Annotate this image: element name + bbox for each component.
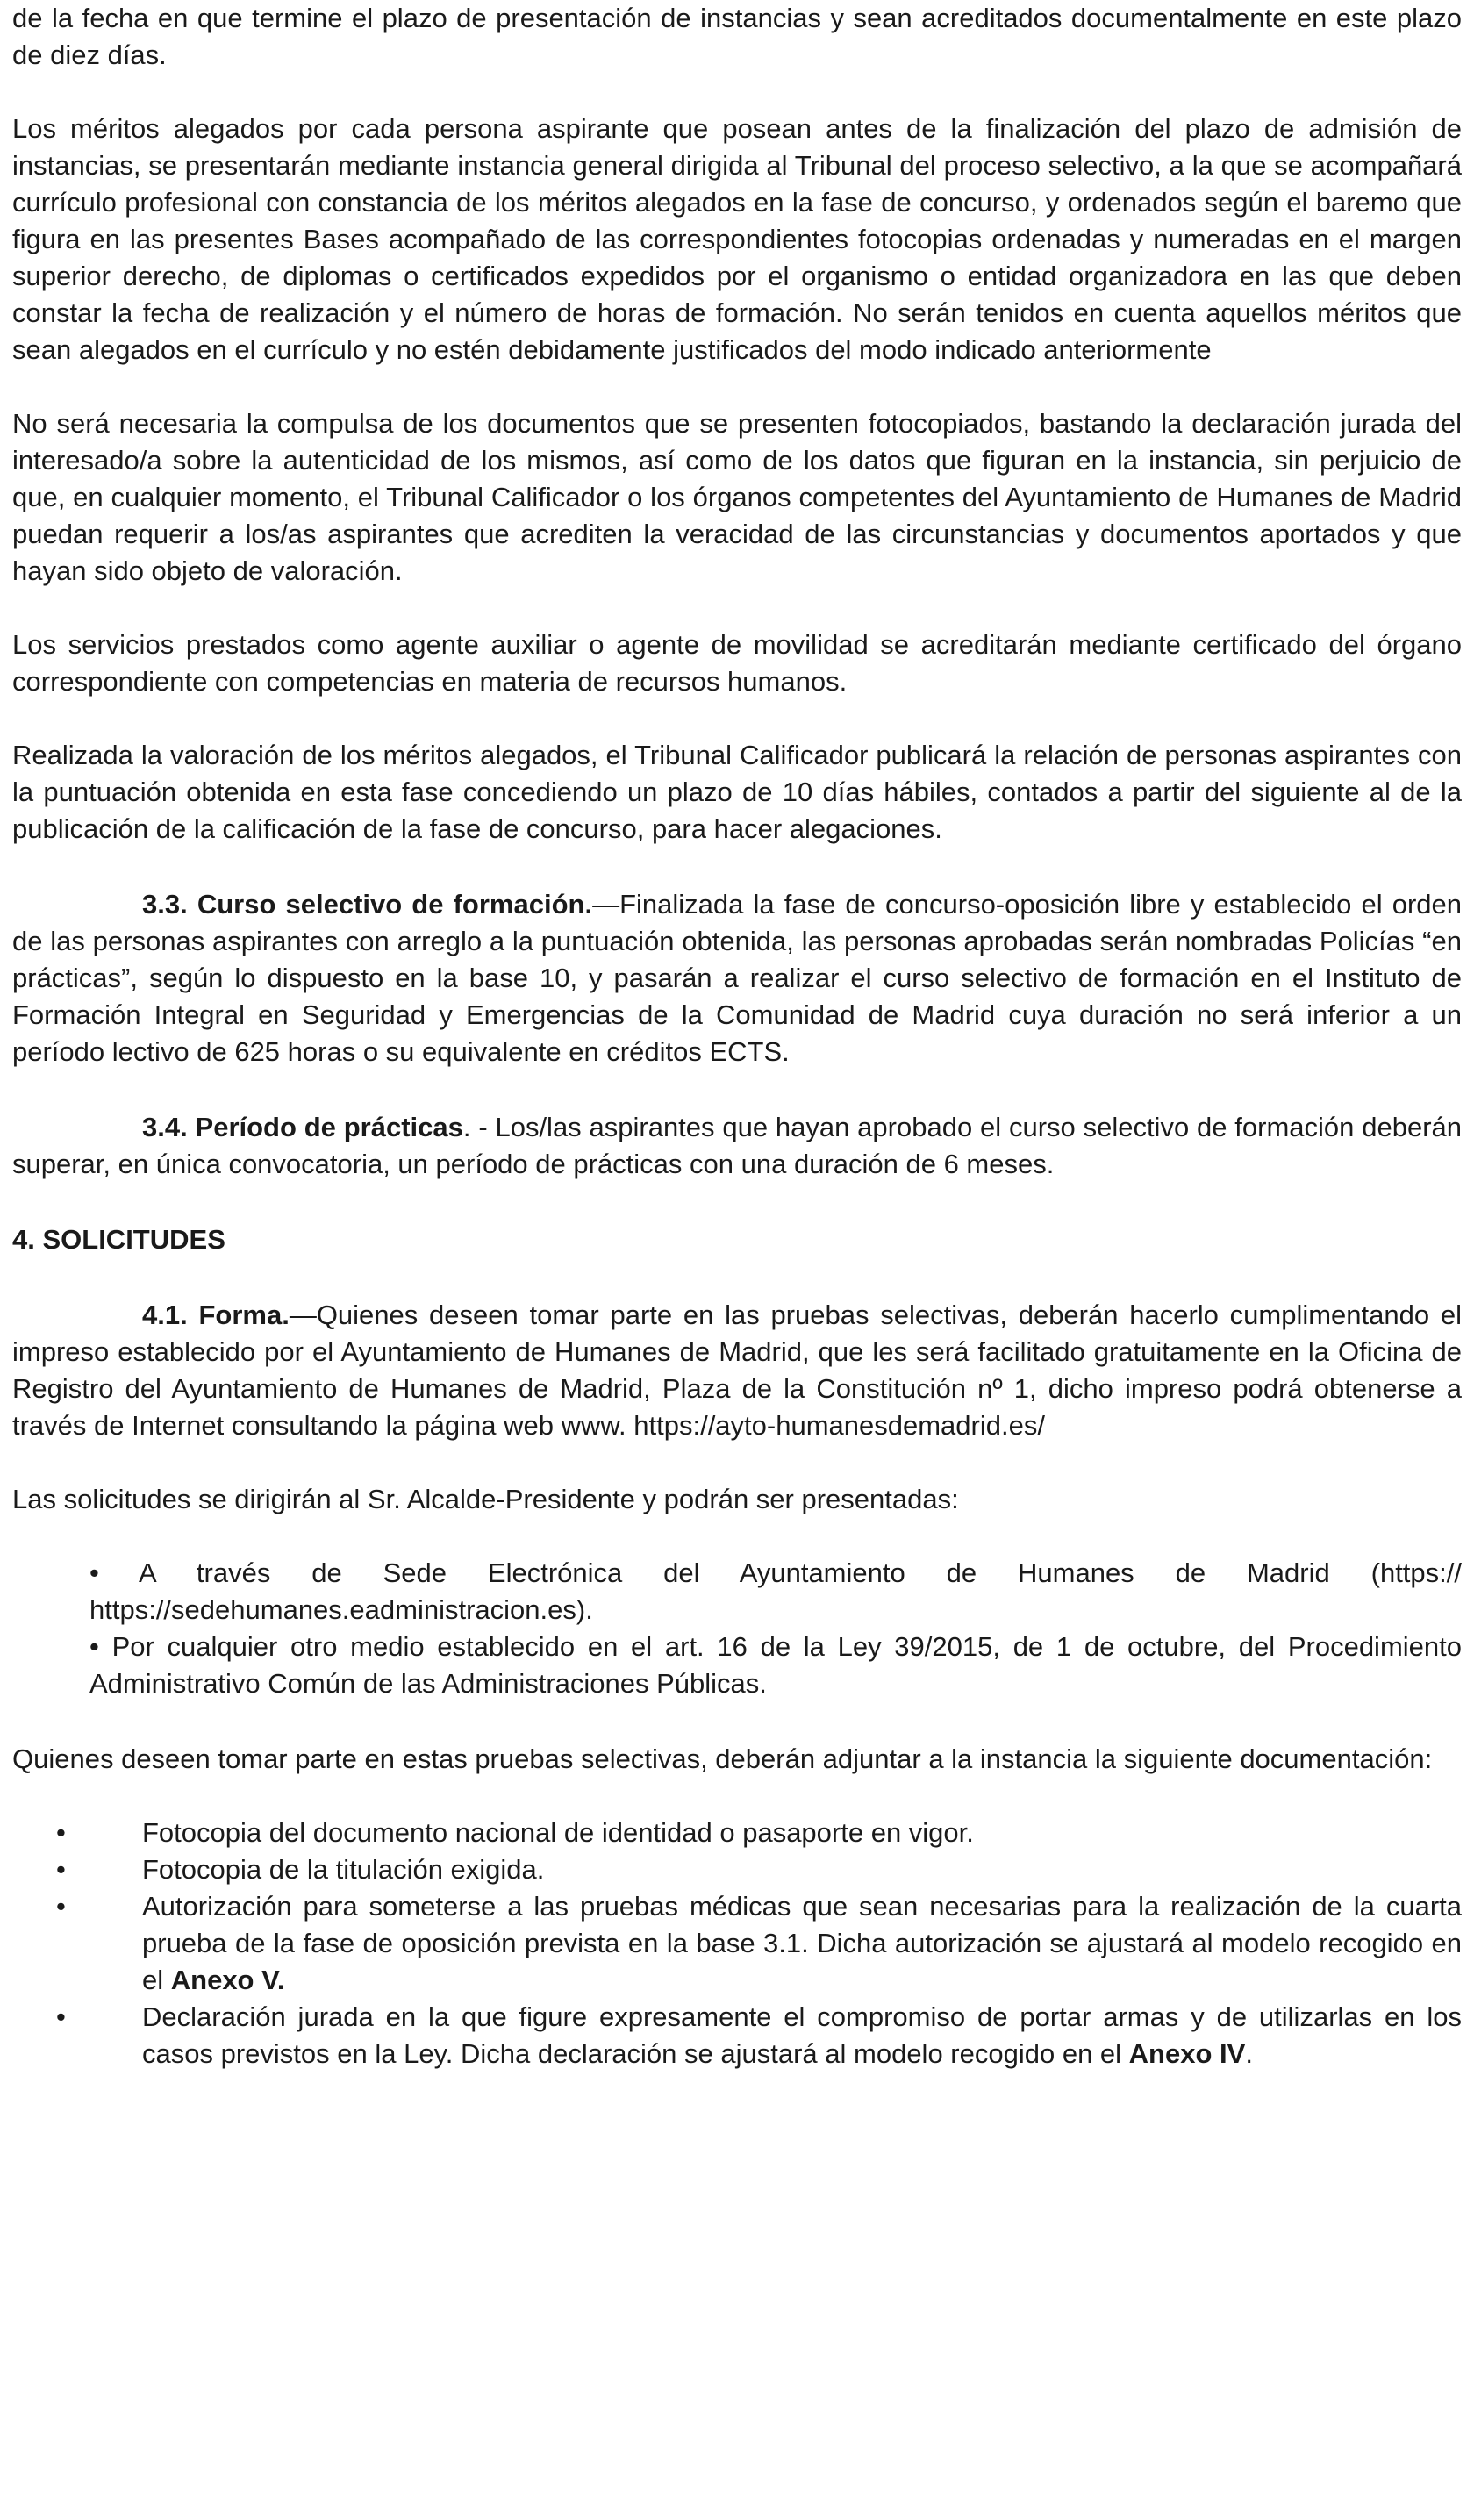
section-3-4 bbox=[12, 1109, 1462, 1183]
section-4-1-title: 4.1. Forma. bbox=[142, 1299, 290, 1330]
paragraph-valuation: Realizada la valoración de los méritos alegados, el Tribunal Calificador publicará la relación de personas aspirantes con la puntuación obtenida en esta fase concediendo un plazo de 10 días hábiles, contados a partir del siguiente al de la publicación de la calificación de la fase de concurso, para hacer alegaciones. bbox=[12, 740, 1462, 844]
documentation-list bbox=[12, 1815, 1462, 2073]
document-page bbox=[12, 0, 1462, 2073]
paragraph-merits-submission: Los méritos alegados por cada persona aspirante que posean antes de la finalización del plazo de admisión de instancias, se presentarán mediante instancia general dirigida al Tribunal del proceso selectivo, a la que se acompañará currículo profesional con constancia de los méritos alegados en la fase de concurso, y ordenados según el baremo que figura en las presentes Bases acompañado de las correspondientes fotocopias ordenadas y numeradas en el margen superior derecho, de diplomas o certificados expedidos por el organismo o entidad organizadora en las que deben constar la fecha de realización y el número de horas de formación. No serán tenidos en cuenta aquellos méritos que sean alegados en el currículo y no estén debidamente justificados del modo indicado anteriormente bbox=[12, 113, 1462, 365]
section-3-4-title: 3.4. Período de prácticas bbox=[142, 1112, 463, 1142]
list-item-text: Fotocopia de la titulación exigida. bbox=[142, 1854, 545, 1885]
bullet-icon: • bbox=[56, 1891, 66, 1922]
list-item bbox=[56, 1888, 1462, 1999]
section-3-3 bbox=[12, 886, 1462, 1070]
section-3-3-text: —Finalizada la fase de concurso-oposición libre y establecido el orden de las personas aspirantes con arreglo a la puntuación obtenida, las personas aprobadas serán nombradas Policías “en prácticas”, según lo dispuesto en la base 10, y pasarán a realizar el curso selectivo de formación en el Instituto de Formación Integral en Seguridad y Emergencias de la Comunidad de Madrid cuya duración no será inferior a un período lectivo de 625 horas o su equivalente en créditos ECTS. bbox=[12, 889, 1462, 1067]
paragraph-deadline: de la fecha en que termine el plazo de presentación de instancias y sean acreditados documentalmente en este plazo de diez días. bbox=[12, 3, 1462, 70]
list-item bbox=[56, 1999, 1462, 2073]
list-item bbox=[56, 1851, 1462, 1888]
list-item-text: Autorización para someterse a las pruebas médicas que sean necesarias para la realización de la cuarta prueba de la fase de oposición prevista en la base 3.1. Dicha autorización se ajustará al modelo recogido en el bbox=[142, 1891, 1462, 1995]
section-3-4-text: . - Los/las aspirantes que hayan aprobado el curso selectivo de formación deberán superar, en única convocatoria, un período de prácticas con una duración de 6 meses. bbox=[12, 1112, 1462, 1179]
list-item: • Por cualquier otro medio establecido en el art. 16 de la Ley 39/2015, de 1 de octubre, del Procedimiento Administrativo Común de las Administraciones Públicas. bbox=[89, 1631, 1462, 1699]
bullet-icon: • bbox=[56, 2001, 66, 2032]
submission-intro: Las solicitudes se dirigirán al Sr. Alcalde-Presidente y podrán ser presentadas: bbox=[12, 1484, 959, 1514]
list-item bbox=[56, 1815, 1462, 1851]
annex-v-reference: Anexo V. bbox=[170, 1965, 285, 1995]
annex-iv-reference: Anexo IV bbox=[1128, 2038, 1246, 2069]
list-item: • A través de Sede Electrónica del Ayuntamiento de Humanes de Madrid (https:// https://sedehumanes.eadministracion.es). bbox=[89, 1557, 1462, 1625]
submission-list bbox=[12, 1555, 1462, 1702]
section-4-1-text: —Quienes deseen tomar parte en las pruebas selectivas, deberán hacerlo cumplimentando el impreso establecido por el Ayuntamiento de Humanes de Madrid, que les será facilitado gratuitamente en la Oficina de Registro del Ayuntamiento de Humanes de Madrid, Plaza de la Constitución nº 1, dicho impreso podrá obtenerse a través de Internet consultando la página web www. https://ayto-humanesdemadrid.es/ bbox=[12, 1299, 1462, 1441]
list-item-text: Fotocopia del documento nacional de identidad o pasaporte en vigor. bbox=[142, 1817, 974, 1848]
section-4-1 bbox=[12, 1297, 1462, 1444]
paragraph-compulsa: No será necesaria la compulsa de los documentos que se presenten fotocopiados, bastando la declaración jurada del interesado/a sobre la autenticidad de los mismos, así como de los datos que figuran en la instancia, sin perjuicio de que, en cualquier momento, el Tribunal Calificador o los órganos competentes del Ayuntamiento de Humanes de Madrid puedan requerir a los/as aspirantes que acrediten la veracidad de las circunstancias y documentos aportados y que hayan sido objeto de valoración. bbox=[12, 408, 1462, 586]
section-4-heading: 4. SOLICITUDES bbox=[12, 1224, 225, 1255]
section-3-3-title: 3.3. Curso selectivo de formación. bbox=[142, 889, 593, 920]
list-item-text: Declaración jurada en la que figure expresamente el compromiso de portar armas y de utilizarlas en los casos previstos en la Ley. Dicha declaración se ajustará al modelo recogido en el bbox=[142, 2001, 1462, 2069]
list-item-tail: . bbox=[1245, 2038, 1253, 2069]
paragraph-services: Los servicios prestados como agente auxiliar o agente de movilidad se acreditarán mediante certificado del órgano correspondiente con competencias en materia de recursos humanos. bbox=[12, 629, 1462, 697]
documentation-intro: Quienes deseen tomar parte en estas pruebas selectivas, deberán adjuntar a la instancia la siguiente documentación: bbox=[12, 1743, 1433, 1774]
bullet-icon: • bbox=[56, 1854, 66, 1885]
bullet-icon: • bbox=[56, 1817, 66, 1848]
